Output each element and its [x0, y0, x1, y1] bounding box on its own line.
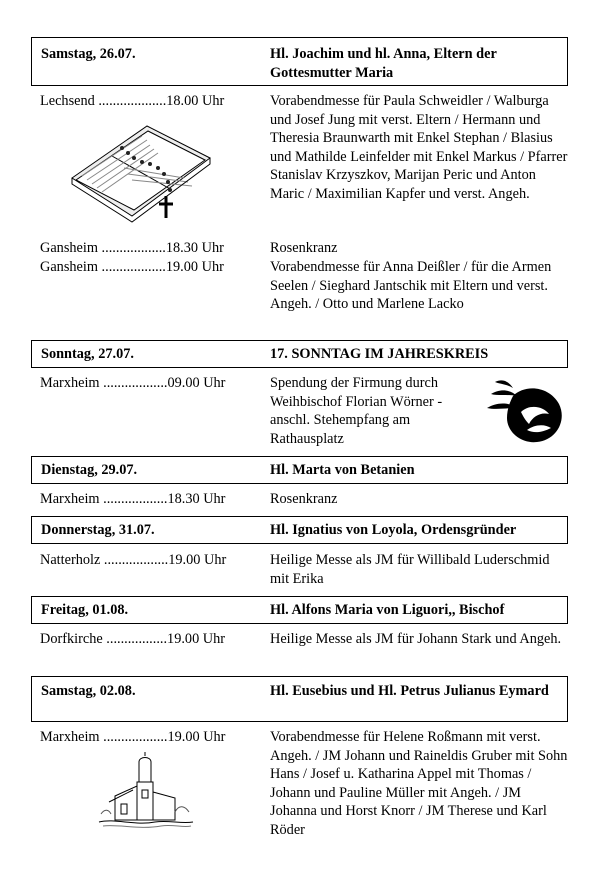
day-feast: Hl. Ignatius von Loyola, Ordensgründer: [270, 522, 517, 538]
entry-place-time: Marxheim ..................18.30 Uhr: [40, 491, 226, 507]
bible-rosary-icon: [62, 118, 217, 223]
day-date: Freitag, 01.08.: [41, 602, 129, 618]
day-date: Donnerstag, 31.07.: [41, 522, 155, 538]
entry-place-time: Gansheim ..................19.00 Uhr: [40, 259, 224, 275]
entry-text: Heilige Messe als JM für Johann Stark und Angeh.: [270, 631, 562, 647]
entry-text: Spendung der Firmung durch Weihbischof Florian Wörner - anschl. Stehempfang am Rathausplatz: [270, 375, 443, 447]
entry-place-time: Natterholz ..................19.00 Uhr: [40, 552, 227, 568]
holy-spirit-dove-icon: [485, 374, 567, 444]
entry-text: Rosenkranz: [270, 491, 338, 507]
day-date: Samstag, 02.08.: [41, 683, 136, 699]
day-date: Dienstag, 29.07.: [41, 462, 138, 478]
entry-text: Vorabendmesse für Helene Roßmann mit verst. Angeh. / JM Johann und Raineldis Gruber mit Sohn Hans / Josef u. Katharina Appel mit Thomas / Johann und Pauline Müller mit Angeh. / JM Johanna und Horst Knorr / JM Therese und Karl Röder: [270, 729, 568, 838]
entry-text: Heilige Messe als JM für Willibald Luderschmid mit Erika: [270, 552, 550, 587]
day-feast: Hl. Eusebius und Hl. Petrus Julianus Eymard: [270, 683, 549, 699]
day-header-4: [31, 516, 568, 544]
entry-place-time: Marxheim ..................19.00 Uhr: [40, 729, 226, 745]
day-feast: Hl. Joachim und hl. Anna, Eltern der Gottesmutter Maria: [270, 46, 497, 81]
day-header-6: [31, 676, 568, 722]
entry-place-time: Gansheim ..................18.30 Uhr: [40, 240, 224, 256]
day-feast: 17. SONNTAG IM JAHRESKREIS: [270, 346, 489, 362]
entry-place-time: Lechsend ...................18.00 Uhr: [40, 93, 225, 109]
day-date: Samstag, 26.07.: [41, 46, 136, 62]
day-feast: Hl. Alfons Maria von Liguori,, Bischof: [270, 602, 505, 618]
entry-place-time: Dorfkirche .................19.00 Uhr: [40, 631, 226, 647]
day-header-5: [31, 596, 568, 624]
day-header-3: [31, 456, 568, 484]
day-header-1: [31, 37, 568, 86]
entry-place-time: Marxheim ..................09.00 Uhr: [40, 375, 226, 391]
day-feast: Hl. Marta von Betanien: [270, 462, 415, 478]
day-header-2: [31, 340, 568, 368]
entry-text: Vorabendmesse für Paula Schweidler / Walburga und Josef Jung mit verst. Eltern / Hermann und Theresia Braunwarth mit Enkel Stephan / Blasius und Mathilde Leinfelder mit Enkel Markus / Pfarrer Stanislav Krzyszkov, Marijan Peric und Anton Maric / Maximilian Kapfer und verst. Angeh.: [270, 93, 568, 202]
day-date: Sonntag, 27.07.: [41, 346, 134, 362]
entry-text: Vorabendmesse für Anna Deißler / für die Armen Seelen / Sieghard Jantschik mit Eltern und verst. Angeh. / Otto und Marlene Lacko: [270, 259, 552, 312]
chapel-icon: [95, 752, 195, 832]
entry-text: Rosenkranz: [270, 240, 338, 256]
